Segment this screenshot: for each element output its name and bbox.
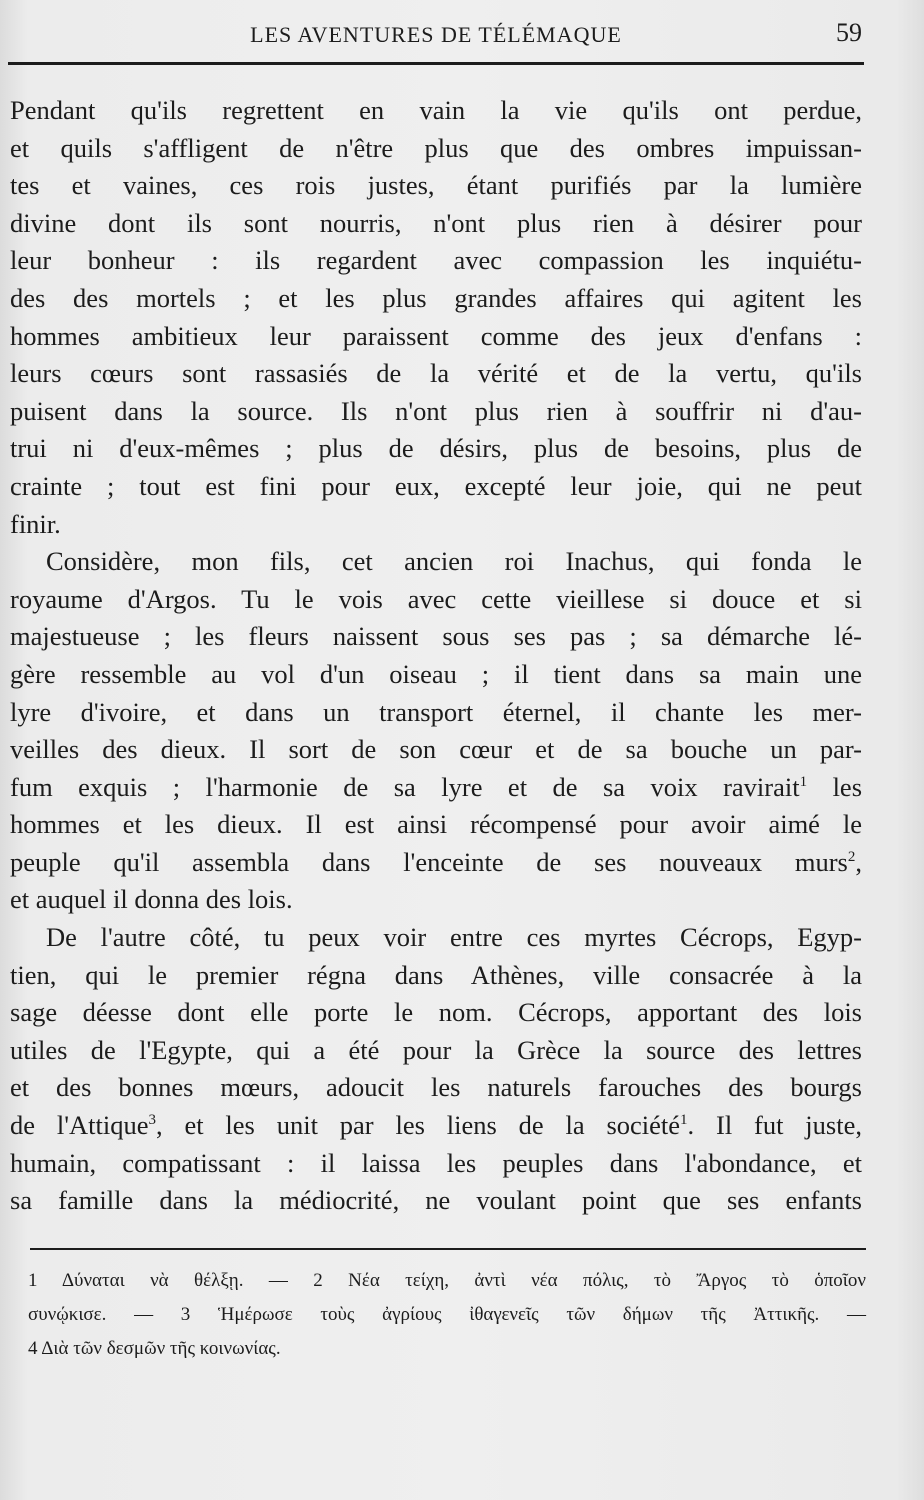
text-line-with-note [10,769,862,807]
footnote-marker: 3 [148,1112,156,1129]
footnote-marker: 2 [847,849,856,866]
footnote-line: συνῴκισε. — 3 Ἡμέρωσε τοὺς ἀγρίους ἰθαγενεῖς τῶν δήμων τῆς Ἀττικῆς. — [28,1304,866,1325]
text-line: utiles de l'Egypte, qui a été pour la Grèce la source des lettres [10,1034,862,1065]
text-segment: , et les unit par les liens de la société [155,1110,681,1141]
text-segment: fum exquis ; l'harmonie de sa lyre et de sa voix ravirait [10,771,800,802]
text-segment: les [807,771,863,802]
text-line: humain, compatissant : il laissa les peuples dans l'abondance, et [10,1147,862,1178]
paragraph-3 [10,919,862,1220]
text-line: gère ressemble au vol d'un oiseau ; il tient dans sa main une [10,658,862,689]
footnote-rule [30,1248,866,1250]
text-line: Pendant qu'ils regrettent en vain la vie qu'ils ont perdue, [10,95,862,125]
text-segment: peuple qu'il assembla dans l'enceinte de ses nouveaux murs [10,846,848,877]
text-line-with-note [10,844,862,882]
header-rule [8,62,864,65]
text-line: hommes ambitieux leur paraissent comme des jeux d'enfans : [10,320,862,351]
text-line: majestueuse ; les fleurs naissent sous ses pas ; sa démarche lé- [10,621,862,652]
footnotes [28,1264,866,1366]
text-line: Considère, mon fils, cet ancien roi Inachus, qui fonda le [46,546,862,577]
text-line: De l'autre côté, tu peux voir entre ces myrtes Cécrops, Egyp- [46,922,862,953]
paragraph-1 [10,92,862,543]
text-line: leur bonheur : ils regardent avec compassion les inquiétu- [10,245,862,276]
page-header [10,18,862,52]
body-text [10,92,862,1220]
text-line: trui ni d'eux-mêmes ; plus de désirs, plus de besoins, plus de [10,433,862,464]
text-line: lyre d'ivoire, et dans un transport éternel, il chante les mer- [10,696,862,727]
footnote-marker: 1 [799,773,808,790]
text-line: sa famille dans la médiocrité, ne voulant point que ses enfants [10,1185,862,1216]
text-line: finir. [10,508,61,539]
running-title: LES AVENTURES DE TÉLÉMAQUE [250,22,622,47]
text-line: des des mortels ; et les plus grandes affaires qui agitent les [10,282,862,313]
text-line-with-note [10,1107,862,1145]
text-line: divine dont ils sont nourris, n'ont plus rien à désirer pour [10,207,862,238]
text-line: puisent dans la source. Ils n'ont plus rien à souffrir ni d'au- [10,395,862,426]
footnote-marker: 1 [680,1112,688,1129]
text-line: tien, qui le premier régna dans Athènes, ville consacrée à la [10,959,862,990]
text-line: veilles des dieux. Il sort de son cœur et de sa bouche un par- [10,734,862,765]
text-segment: , [855,846,862,877]
text-line: sage déesse dont elle porte le nom. Cécrops, apportant des lois [10,997,862,1028]
footnote-line: 1 Δύναται νὰ θέλξῃ. — 2 Νέα τείχη, ἀντὶ νέα πόλις, τὸ Ἄργος τὸ ὁποῖον [28,1270,866,1291]
text-line: tes et vaines, ces rois justes, étant purifiés par la lumière [10,170,862,201]
text-line: hommes et les dieux. Il est ainsi récompensé pour avoir aimé le [10,809,862,840]
text-line: et quils s'affligent de n'être plus que des ombres impuissan- [10,132,862,163]
text-line: et des bonnes mœurs, adoucit les naturels farouches des bourgs [10,1072,862,1103]
page-number: 59 [836,18,862,47]
footnote-line: 4 Διὰ τῶν δεσμῶν τῆς κοινωνίας. [28,1338,281,1359]
text-line: leurs cœurs sont rassasiés de la vérité et de la vertu, qu'ils [10,358,862,389]
text-line: crainte ; tout est fini pour eux, excepté leur joie, qui ne peut [10,470,862,501]
text-line: royaume d'Argos. Tu le vois avec cette vieillese si douce et si [10,583,862,614]
paragraph-2 [10,543,862,919]
text-line: et auquel il donna des lois. [10,884,293,915]
text-segment: de l'Attique [10,1110,149,1141]
text-segment: . Il fut juste, [687,1110,862,1141]
